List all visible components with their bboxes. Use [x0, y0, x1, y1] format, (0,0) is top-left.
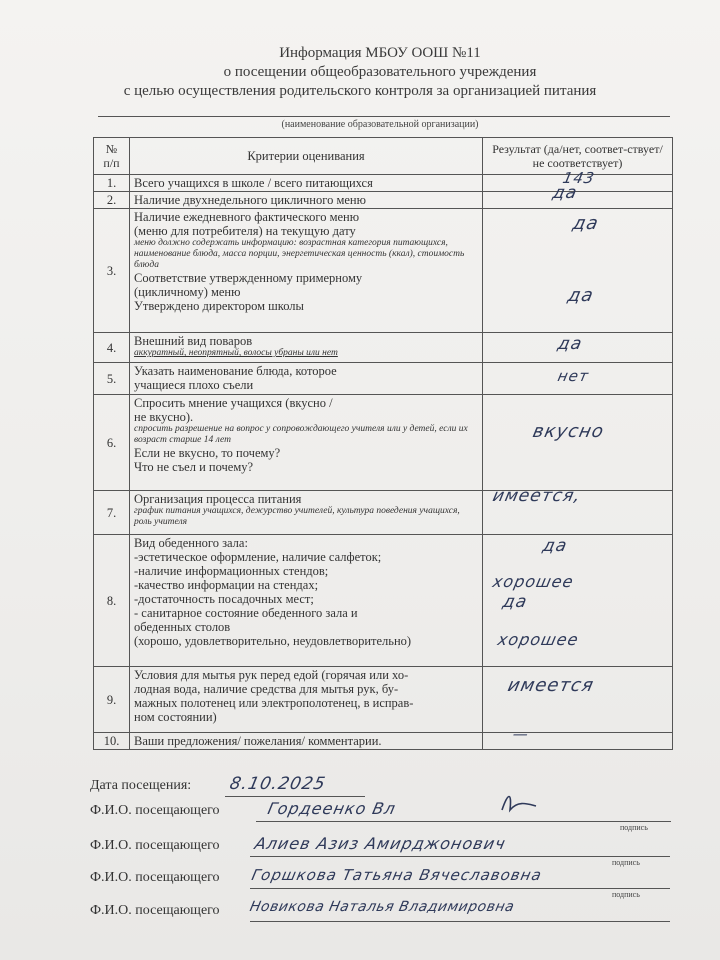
table-row [94, 333, 673, 363]
row-criteria [130, 395, 483, 491]
criteria-line: Указать наименование блюда, которое [134, 364, 337, 378]
row-num: 3. [94, 209, 130, 333]
row-num: 4. [94, 333, 130, 363]
signature-caption: подпись [620, 823, 648, 832]
criteria-line: (меню для потребителя) на текущую дату [134, 224, 356, 238]
row-criteria [130, 192, 483, 209]
row-result [483, 486, 673, 535]
row-result [483, 667, 673, 733]
handwritten-result: да [550, 183, 580, 203]
visitor-name: Гордеенко Вл [265, 799, 398, 818]
criteria-line: учащиеся плохо съели [134, 378, 254, 392]
row-criteria [130, 733, 483, 750]
criteria-hint: график питания учащихся, дежурство учителей, культура поведения учащихся, роль учителя [134, 506, 460, 527]
criteria-line: не вкусно). [134, 410, 194, 424]
row-criteria [130, 209, 483, 333]
handwritten-result: имеется [505, 675, 596, 696]
handwritten-result: имеется, [490, 486, 583, 506]
visit-date-value: 8.10.2025 [227, 774, 328, 794]
criteria-line: (хорошо, удовлетворительно, неудовлетворительно) [134, 634, 412, 648]
row-criteria [130, 363, 483, 395]
table-row [94, 175, 673, 192]
row-result [483, 363, 673, 395]
row-num: 8. [94, 535, 130, 667]
handwritten-result: — [511, 725, 531, 743]
row-result [483, 209, 673, 333]
doc-title-line1: Информация МБОУ ООШ №11 [279, 45, 481, 61]
table-row [94, 192, 673, 209]
criteria-line: Что не съел и почему? [134, 460, 254, 474]
row-num: 6. [94, 395, 130, 491]
criteria-line: -качество информации на стендах; [134, 578, 319, 592]
handwritten-result: хорошее [496, 630, 581, 649]
visitor-row [90, 799, 398, 819]
criteria-line: ном состоянии) [134, 710, 217, 724]
criteria-line: Спросить мнение учащихся (вкусно / [134, 396, 333, 410]
criteria-hint: аккуратный, неопрятный, волосы убраны или нет [134, 348, 338, 358]
doc-title-line2: о посещении общеобразовательного учреждения [223, 64, 537, 80]
criteria-line: Утверждено директором школы [134, 299, 304, 313]
criteria-line: -наличие информационных стендов; [134, 564, 329, 578]
handwritten-result: 143 [561, 169, 597, 187]
handwritten-result: хорошее [491, 572, 576, 591]
handwritten-result: да [570, 213, 601, 234]
criteria-line: Наличие ежедневного фактического меню [134, 210, 360, 224]
header-num: № п/п [94, 138, 130, 175]
doc-title-line3: с целью осуществления родительского контроля за организацией питания [123, 83, 597, 99]
row-criteria [130, 535, 483, 667]
criteria-line: (цикличному) меню [134, 285, 241, 299]
visitor-label: Ф.И.О. посещающего [90, 838, 220, 853]
row-num: 10. [94, 733, 130, 750]
row-criteria [130, 491, 483, 535]
row-criteria [130, 667, 483, 733]
row-num: 7. [94, 491, 130, 535]
visitor-row [90, 899, 516, 919]
handwritten-result: да [540, 536, 570, 556]
handwritten-result: да [555, 334, 585, 354]
criteria-hint: спросить разрешение на вопрос у сопровождающего учителя или у детей, если их возраст старше 14 лет [134, 424, 468, 445]
date-underline [225, 796, 365, 797]
visitor-row [90, 834, 508, 854]
criteria-line: обеденных столов [134, 620, 231, 634]
header-result: Результат (да/нет, соответ-ствует/не соответствует) [483, 138, 673, 175]
criteria-hint: меню должно содержать информацию: возрастная категория питающихся, наименование блюда, масса порции, энергетическая ценность (ккал), стоимость блюда [134, 238, 465, 270]
row-criteria [130, 333, 483, 363]
header-criteria: Критерии оценивания [130, 138, 483, 175]
visitor-row [90, 866, 544, 886]
criteria-line: Вид обеденного зала: [134, 536, 248, 550]
visitor-underline [256, 821, 671, 822]
visitor-underline [250, 921, 670, 922]
row-num: 5. [94, 363, 130, 395]
criteria-line: -достаточность посадочных мест; [134, 592, 314, 606]
visit-date-label: Дата посещения: [90, 778, 192, 793]
handwritten-result: нет [556, 367, 591, 385]
row-num: 9. [94, 667, 130, 733]
row-result [483, 183, 673, 209]
criteria-line: мажных полотенец или электрополотенец, в исправ- [134, 696, 414, 710]
row-result [483, 535, 673, 667]
handwritten-result: да [565, 285, 596, 306]
table-row [94, 491, 673, 535]
signature-caption: подпись [612, 858, 640, 867]
visitor-label: Ф.И.О. посещающего [90, 803, 220, 818]
table-row [94, 363, 673, 395]
criteria-line: Если не вкусно, то почему? [134, 446, 281, 460]
handwritten-result: да [500, 592, 530, 612]
signature-mark [498, 790, 538, 814]
table-row [94, 395, 673, 491]
visitor-label: Ф.И.О. посещающего [90, 870, 220, 885]
handwritten-result: вкусно [530, 421, 607, 442]
criteria-line: Наличие двухнедельного цикличного меню [134, 193, 366, 207]
row-result [483, 725, 673, 750]
row-num: 1. [94, 175, 130, 192]
org-name-caption: (наименование образовательной организации) [281, 119, 479, 130]
criteria-line: лодная вода, наличие средства для мытья рук, бу- [134, 682, 399, 696]
visitor-label: Ф.И.О. посещающего [90, 903, 220, 918]
visitor-underline [250, 888, 670, 889]
criteria-line: Условия для мытья рук перед едой (горячая или хо- [134, 668, 409, 682]
row-criteria [130, 175, 483, 192]
signature-caption: подпись [612, 890, 640, 899]
visitor-name: Новикова Наталья Владимировна [248, 899, 516, 915]
row-result [483, 333, 673, 363]
criteria-line: Ваши предложения/ пожелания/ комментарии. [134, 734, 382, 748]
row-num: 2. [94, 192, 130, 209]
org-name-line [98, 116, 670, 117]
row-result [483, 395, 673, 491]
table-row [94, 209, 673, 333]
criteria-line: Организация процесса питания [134, 492, 302, 506]
criteria-table [93, 137, 673, 750]
criteria-line: Всего учащихся в школе / всего питающихся [134, 176, 373, 190]
table-row [94, 667, 673, 733]
criteria-line: - санитарное состояние обеденного зала и [134, 606, 358, 620]
visitor-name: Горшкова Татьяна Вячеславовна [250, 866, 544, 884]
table-row [94, 733, 673, 750]
criteria-line: Соответствие утвержденному примерному [134, 271, 363, 285]
visitor-name: Алиев Азиз Амирджонович [252, 834, 508, 853]
table-row [94, 535, 673, 667]
criteria-line: Внешний вид поваров [134, 334, 253, 348]
visitor-underline [250, 856, 670, 857]
criteria-line: -эстетическое оформление, наличие салфеток; [134, 550, 382, 564]
visit-date-row [90, 774, 328, 794]
